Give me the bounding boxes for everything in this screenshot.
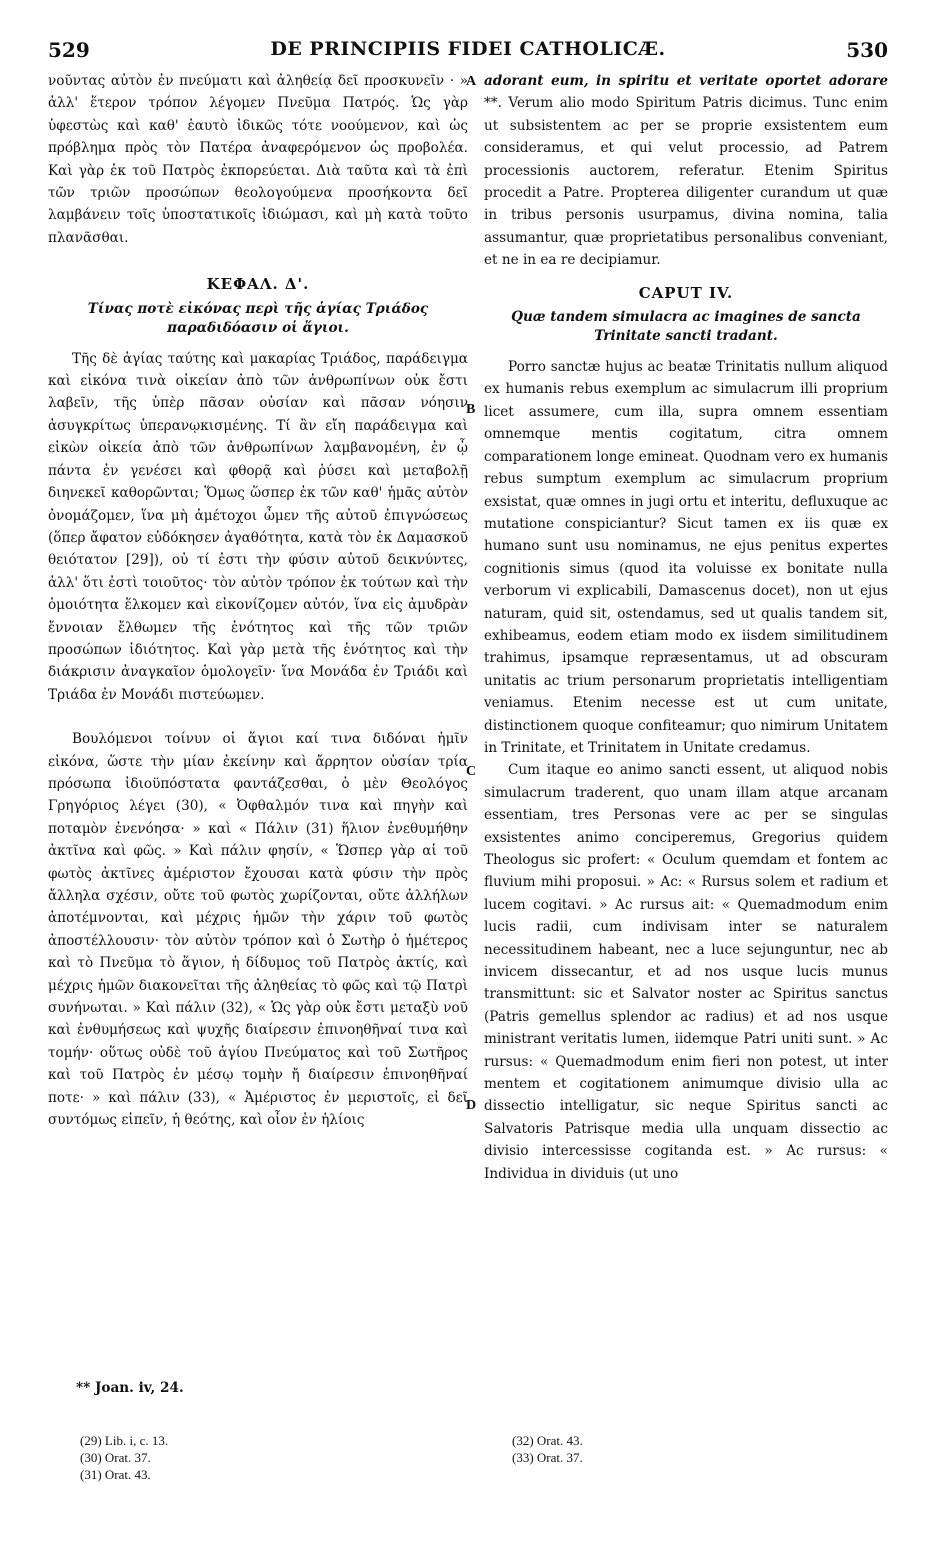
latin-chapter-heading: CAPUT IV. — [638, 283, 734, 302]
page-number-left: 529 — [48, 38, 90, 62]
footnote-33: (33) Orat. 37. — [512, 1450, 583, 1465]
latin-column — [484, 70, 888, 1185]
greek-paragraph-1: Τῆς δὲ ἁγίας ταύτης καὶ μακαρίας Τριάδος, παράδειγμα καὶ εἰκόνα τινὰ οἰκείαν ἀπὸ τῶν ἀνθρωπίνων οὐκ ἔστι λαβεῖν, τῆς ὑπὲρ πᾶσαν οὐσίαν καὶ πᾶσαν νόησιν ἀσυγκρίτως ὑπερανῳκισμένης. Τί ἂν εἴη παράδειγμα καὶ εἰκὼν οἰκεία ἀπὸ τῶν ἀνθρωπίνων λαμβανομένη, ἐν ᾧ πάντα ἐν γενέσει καὶ φθορᾷ καὶ ῥύσει καὶ μεταβολῇ διηνεκεῖ καθορῶνται; Ὅμως ὥσπερ ἐκ τῶν καθ' ἡμᾶς αὐτὸν ὀνομάζομεν, ἵνα μὴ ἀμέτοχοι ὦμεν τῆς αὐτοῦ ἐπιγνώσεως (ὅπερ ἄφατον εὐδόκησεν ἀγαθότητα, κατὰ τὸν ἐκ Δαμασκοῦ θειότατον [29]), οὐ τί ἐστι τὴν φύσιν αὐτοῦ δεικνύντες, ἀλλ' ὅτι ἐστὶ τοιοῦτος· τὸν αὐτὸν τρόπον ἐκ τούτων καὶ τὴν ὁμοιότητα ἕλκομεν καὶ εἰκονίζομεν αὐτόν, ἵνα εἰς ἀμυδρὰν ἔννοιαν ἔλθωμεν τῆς ἑνότητος καὶ τῆς τῶν τριῶν προσώπων ἰδιότητος. Καὶ γὰρ μετὰ τῆς ἑνότητος καὶ τὴν διάκρισιν ἀναγκαῖον ὁμολογεῖν· ἵνα Μονάδα ἐν Τριάδι καὶ Τριάδα ἐν Μονάδι πιστεύωμεν. — [48, 350, 468, 703]
latin-paragraph-1: Porro sanctæ hujus ac beatæ Trinitatis nullum aliquod ex humanis rebus exemplum ac simulacrum illi proprium licet assumere, cum illa, supra omnem essentiam omnemque mentis cogitatum, citra omnem comparationem longe emineat. Quodnam vero ex humanis rebus sumptum exemplum ac simulacrum proprium exsistat, quæ omnes in jugi ortu et interitu, defluxuque ac mutatione conspiciantur? Sicut tamen ex iis quæ ex humano sunt usu nominamus, ne ejus penitus expertes cognitionis simus (quod ita voluisse ex bonitate nulla verborum vi explicabili, Damascenus docet), non ut ejus naturam, quid sit, ostendamus, sed ut qualis tandem sit, exhibeamus, eodem etiam modo ex iisdem similitudinem trahimus, ipsamque repræsentamus, ut ad obscuram unitatis ac trium personarum proprietatis intelligentiam veniamus. Etenim necesse est ut cum unitate, distinctionem quoque confiteamur; quo nimirum Unitatem in Trinitate, et Trinitatem in Unitate credamus. — [484, 359, 888, 756]
page-header — [48, 38, 888, 70]
page-number-right: 530 — [846, 38, 888, 62]
latin-intro — [484, 70, 888, 272]
greek-chapter-title: Τίνας ποτὲ εἰκόνας περὶ τῆς ἁγίας Τριάδος παραδιδόασιν οἱ ἅγιοι. — [87, 300, 429, 336]
footnote-32: (32) Orat. 43. — [512, 1433, 583, 1448]
latin-intro-italic: adorant eum, in spiritu et veritate oportet adorare — [484, 73, 888, 89]
latin-intro-mark: **. — [484, 95, 502, 112]
running-title: DE PRINCIPIIS FIDEI CATHOLICÆ. — [270, 38, 666, 60]
margin-letter-a: A — [466, 74, 477, 89]
latin-chapter-title: Quæ tandem simulacra ac imagines de sancta Trinitate sancti tradant. — [511, 309, 861, 345]
footnotes-left — [80, 1432, 168, 1483]
greek-column — [48, 70, 468, 1131]
footnotes-right — [512, 1432, 583, 1466]
greek-paragraph-2: Βουλόμενοι τοίνυν οἱ ἅγιοι καί τινα διδόναι ἡμῖν εἰκόνα, ὥστε τὴν μίαν ἐκείνην καὶ ἄρρητον οὐσίαν τρία πρόσωπα ἰδιοϋπόστατα φαντάζεσθαι, ὁ μὲν Θεολόγος Γρηγόριος λέγει (30), « Ὀφθαλμόν τινα καὶ πηγὴν καὶ ποταμὸν ἐνενόησα· » καὶ « Πάλιν (31) ἥλιον ἐνεθυμήθην ἀκτῖνα καὶ φῶς. » Καὶ πάλιν φησίν, « Ὥσπερ γὰρ αἱ τοῦ φωτὸς ἀκτῖνες ἀμέριστον ἔχουσαι κατὰ φύσιν τὴν πρὸς ἄλληλα σχέσιν, οὔτε τοῦ φωτὸς χωρίζονται, οὔτε ἀλλήλων ἀποτέμνονται, καὶ μέχρις ἡμῶν τὴν χάριν τοῦ φωτὸς ἀποστέλλουσιν· τὸν αὐτὸν τρόπον καὶ ὁ Σωτὴρ ὁ ἡμέτερος καὶ τὸ Πνεῦμα τὸ ἅγιον, ἡ δίδυμος τοῦ Πατρὸς ἀκτίς, καὶ μέχρις ἡμῶν διακονεῖται τῆς ἀληθείας τὸ φῶς καὶ τῷ Πατρὶ συνήνωται. » Καὶ πάλιν (32), « Ὡς γὰρ οὐκ ἔστι μεταξὺ νοῦ καὶ ἐνθυμήσεως καὶ ψυχῆς διαίρεσιν ἐπινοηθῆναί τινα καὶ τομήν· οὕτως οὐδὲ τοῦ ἁγίου Πνεύματος καὶ τοῦ Σωτῆρος καὶ τοῦ Πατρὸς ἐν μέσῳ τομὴν ἤ διαίρεσιν ἐπινοηθῆναί ποτε· » καὶ πάλιν (33), « Ἀμέριστος ἐν μεριστοῖς, εἰ δεῖ συντόμως εἰπεῖν, ἡ θεότης, καὶ οἷον ἐν ἡλίοις — [48, 731, 468, 1129]
footnote-31: (31) Orat. 43. — [80, 1467, 151, 1482]
footnote-29: (29) Lib. i, c. 13. — [80, 1433, 169, 1448]
footnote-30: (30) Orat. 37. — [80, 1450, 151, 1465]
margin-letter-d: D — [466, 1098, 477, 1113]
latin-intro-rest: Verum alio modo Spiritum Patris dicimus. Tunc enim ut subsistentem ac per se proprie exsistentem eum consideramus, et qui velut processio, ad Patrem processionis auctorem, referatur. Etenim Spiritus procedit a Patre. Propterea diligenter curandum ut quæ in tribus personis usurpamus, divina nomina, talia assumantur, quæ proprietatibus personalibus conveniant, et ne in ea re decipiamur. — [484, 95, 888, 269]
scripture-footnote: ** Joan. iv, 24. — [76, 1380, 184, 1396]
greek-chapter-heading: ΚΕΦΑΛ. Δ'. — [206, 275, 310, 294]
greek-intro: νοῦντας αὐτὸν ἐν πνεύματι καὶ ἀληθείᾳ δεῖ προσκυνεῖν · » ἀλλ' ἕτερον τρόπον λέγομεν Πνεῦμα Πατρός. Ὡς γὰρ ὑφεστὼς καὶ καθ' ἑαυτὸ ἰδικῶς τότε νοούμενον, καὶ ὡς πρόβλημα πρὸς τὸν Πατέρα ἀναφερόμενον ὡς προβολέα. Καὶ γὰρ ἐκ τοῦ Πατρὸς ἐκπορεύεται. Διὰ ταῦτα καὶ τὰ ἐπὶ τῶν τριῶν προσώπων θεολογούμενα προσήκοντα δεῖ λαμβάνειν τοῖς ὑποστατικοῖς ἰδιώμασι, καὶ μὴ κατὰ τοῦτο πλανᾶσθαι. — [48, 73, 468, 246]
margin-letter-b: B — [466, 402, 476, 417]
latin-paragraph-2: Cum itaque eo animo sancti essent, ut aliquod nobis simulacrum traderent, quo unam illam atque arcanam essentiam, tres Personas vere ac per se singulas exsistentes animo conciperemus, Gregorius quidem Theologus sic profert: « Oculum quemdam et fontem ac fluvium mihi proposui. » Ac: « Rursus solem et radium et lucem cogitavi. » Ac rursus ait: « Quemadmodum enim lucis radii, cum indivisam inter se naturalem necessitudinem habeant, nec a luce sejunguntur, nec ab invicem dissecantur, et ad nos usque lucis munus transmittunt: sic et Salvator noster ac Spiritus sanctus (Patris gemellus splendor ac radius) et ad nos usque ministrant veritatis lumen, iidemque Patri uniti sunt. » Ac rursus: « Quemadmodum enim fieri non potest, ut inter mentem et cogitationem animumque divisio ulla ac dissectio intelligatur, sic neque Spiritus sancti ac Salvatoris Patrisque media ulla unquam dissectio ac divisio intercessisse cogitanda est. » Ac rursus: « Individua in dividuis (ut uno — [484, 762, 888, 1182]
margin-letter-c: C — [466, 764, 477, 779]
